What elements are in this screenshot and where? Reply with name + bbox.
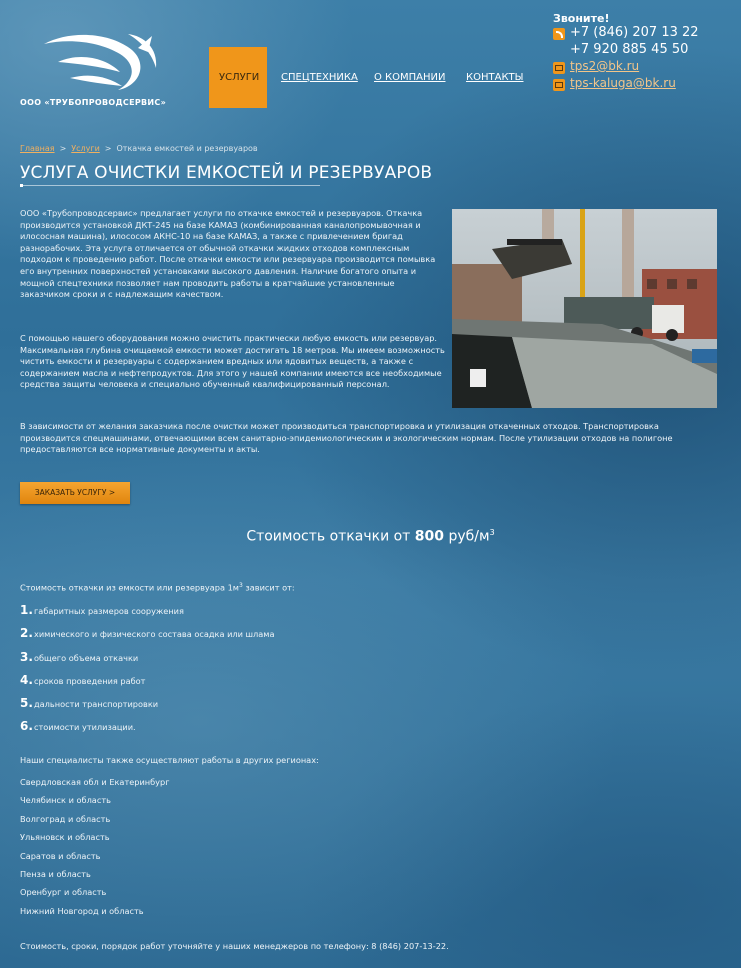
mail-icon [553,79,565,91]
call-label: Звоните! [553,12,610,25]
list-item-text: химического и физического состава осадка или шлама [34,629,275,640]
regions-intro: Наши специалисты также осуществляют работы в других регионах: [20,755,319,765]
phone-icon [553,28,565,40]
region-item: Свердловская обл и Екатеринбург [20,777,170,787]
list-item-text: сроков проведения работ [34,675,146,686]
footer-note: Стоимость, сроки, порядок работ уточняйте у наших менеджеров по телефону: 8 (846) 207-13-22. [20,941,449,951]
email-link-1[interactable]: tps2@bk.ru [570,59,640,73]
company-logo[interactable] [20,28,190,113]
list-item-number: 5. [20,696,33,711]
regions-list [20,777,170,924]
list-item-text: дальности транспортировки [34,699,159,710]
list-item-number: 2. [20,626,33,641]
phone-row-2 [553,42,738,59]
breadcrumb-separator: > [59,144,67,153]
capabilities-paragraph: С помощью нашего оборудования можно очистить практически любую емкость или резервуар. Максимальная глубина очищаемой емкости может достигать 18 метров. Мы имеем возможность чистить емкости и резервуары с содержанием вредных или ядовитых веществ, а также с содержанием масла и нефтепродуктов. Для этого у нашей компании имеются все необходимые средства защиты человека и специально обученный квалифицированный персонал. [20,333,445,390]
region-item: Саратов и область [20,850,101,861]
breadcrumb-current: Откачка емкостей и резервуаров [116,144,258,153]
breadcrumb-separator: > [104,144,112,153]
intro-paragraph: ООО «Трубопроводсервис» предлагает услуги по откачке емкостей и резервуаров. Откачка производится установкой ДКТ-245 на базе КАМАЗ (комбинированная каналопромывочная и илососная машина), илососом АКНС-10 на базе КАМАЗ, а также с привлечением бригад разнорабочих. Эта услуга отличается от обычной откачки жидких отходов комплексным подходом к проведению работ. После откачки емкости или резервуара производится помывка его внутренних поверхностей установками высокого давления. Наличие богатого опыта и мощной спецтехники позволяет нам проводить работы в кратчайшие установленные заказчиком сроки и с надлежащим качеством. [20,208,436,300]
order-service-button[interactable]: ЗАКАЗАТЬ УСЛУГУ > [20,482,130,504]
dependencies-intro-text: Стоимость откачки из емкости или резервуара 1м [20,582,239,593]
email-row-1 [553,59,738,76]
nav-item-services[interactable]: УСЛУГИ [209,47,267,108]
list-item-number: 6. [20,719,33,734]
list-item-number: 1. [20,603,33,617]
list-item-text: общего объема откачки [34,652,139,663]
nav-item-contacts[interactable]: КОНТАКТЫ [466,72,524,83]
phone-number-2[interactable]: +7 920 885 45 50 [570,42,689,57]
region-item: Ульяновск и область [20,832,110,843]
region-item: Волгоград и область [20,813,111,824]
list-item [20,603,274,626]
list-item [20,696,274,719]
region-item: Нижний Новгород и область [20,905,144,916]
list-item [20,650,274,673]
nav-item-special-equipment[interactable]: СПЕЦТЕХНИКА [281,72,358,83]
phone-row-1 [553,25,738,42]
region-item: Пенза и область [20,868,91,879]
breadcrumb [20,144,258,153]
list-item [20,673,274,696]
email-row-2 [553,76,738,93]
nav-item-about[interactable]: О КОМПАНИИ [374,72,446,83]
title-underline-marker [20,184,23,187]
price-value: 800 [414,528,445,545]
header-contacts [553,12,738,93]
price-prefix: Стоимость откачки от [246,528,411,545]
list-item [20,626,274,649]
breadcrumb-services-link[interactable]: Услуги [71,144,100,153]
page-title: УСЛУГА ОЧИСТКИ ЕМКОСТЕЙ И РЕЗЕРВУАРОВ [20,163,433,183]
price-factors-list [20,603,274,743]
tank-cleaning-photo [452,209,717,408]
logo-text: ООО «ТРУБОПРОВОДСЕРВИС» [20,98,167,107]
dependencies-intro-tail: зависит от: [242,582,295,593]
list-item-number: 4. [20,672,33,687]
list-item [20,719,274,742]
list-item-number: 3. [20,649,33,664]
region-item: Челябинск и область [20,795,111,806]
dependencies-intro-sup: 3 [238,582,243,589]
breadcrumb-home-link[interactable]: Главная [20,144,55,153]
price-heading [0,528,741,545]
region-item: Оренбург и область [20,887,107,898]
mail-icon [553,62,565,74]
dependencies-intro [20,580,295,594]
logo-swoosh-icon [40,28,170,98]
transport-paragraph: В зависимости от желания заказчика после очистки может производиться транспортировка и утилизация откаченных отходов. Транспортировка производится спецмашинами, отвечающими всем санитарно-эпидемиологическим и экологическим нормам. После утилизации отходов на полигоне предоставляются все нормативные документы и акты. [20,421,673,455]
phone-number-1[interactable]: +7 (846) 207 13 22 [570,25,699,40]
list-item-text: стоимости утилизации. [34,722,136,733]
title-underline [20,185,320,186]
list-item-text: габаритных размеров сооружения [34,606,184,616]
price-unit-sup: 3 [489,528,495,537]
price-unit: руб/м [448,528,490,545]
email-link-2[interactable]: tps-kaluga@bk.ru [570,76,676,90]
